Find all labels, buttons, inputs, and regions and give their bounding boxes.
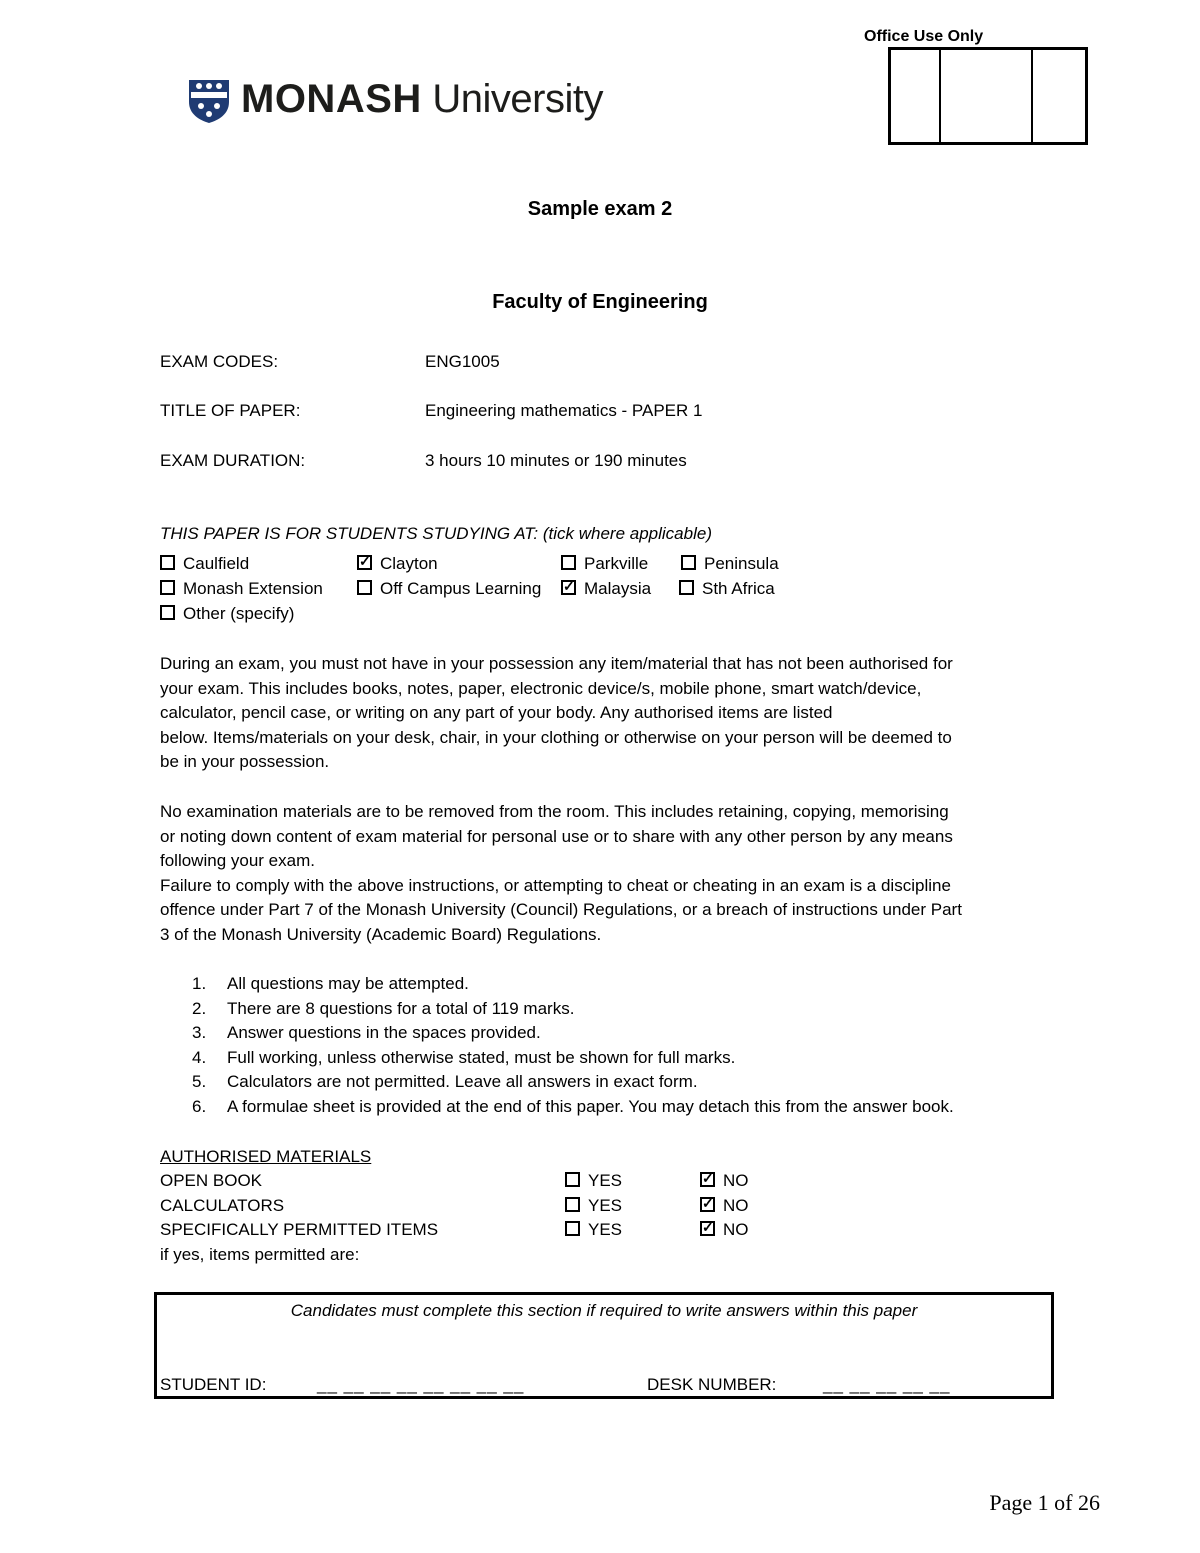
checkbox-icon[interactable] <box>160 580 175 595</box>
checkbox-checked-icon[interactable] <box>700 1221 715 1236</box>
open-book-no-option[interactable] <box>700 1171 749 1191</box>
exam-duration-label: EXAM DURATION: <box>160 451 306 470</box>
open-book-yes-option[interactable] <box>565 1171 622 1191</box>
list-text: A formulae sheet is provided at the end of this paper. You may detach this from the answer book. <box>227 1096 954 1116</box>
paragraph-line: be in your possession. <box>160 752 330 771</box>
campus-option-clayton[interactable] <box>357 554 438 574</box>
paragraph-line: No examination materials are to be removed from the room. This includes retaining, copying, memorising <box>160 802 949 821</box>
option-label: YES <box>588 1220 623 1239</box>
calculators-no-option[interactable] <box>700 1196 749 1216</box>
checkbox-icon[interactable] <box>561 555 576 570</box>
faculty-title: Faculty of Engineering <box>492 291 708 313</box>
logo-wordmark <box>241 76 603 122</box>
checkbox-icon[interactable] <box>681 555 696 570</box>
list-text: Answer questions in the spaces provided. <box>227 1023 541 1043</box>
option-label: YES <box>588 1196 623 1215</box>
checkbox-icon[interactable] <box>160 605 175 620</box>
campus-option-label: Caulfield <box>183 554 250 573</box>
authorised-materials-heading: AUTHORISED MATERIALS <box>160 1147 372 1166</box>
campus-option-caulfield[interactable] <box>160 554 249 574</box>
campus-option-peninsula[interactable] <box>681 554 779 574</box>
list-text: Calculators are not permitted. Leave all answers in exact form. <box>227 1072 698 1092</box>
candidate-box-heading: Candidates must complete this section if required to write answers within this paper <box>290 1301 918 1320</box>
title-of-paper-value: Engineering mathematics - PAPER 1 <box>425 401 703 420</box>
paragraph-line: following your exam. <box>160 851 315 870</box>
sample-exam-title: Sample exam 2 <box>527 198 673 220</box>
checkbox-checked-icon[interactable] <box>561 580 576 595</box>
checkbox-icon[interactable] <box>565 1172 580 1187</box>
checkbox-icon[interactable] <box>357 580 372 595</box>
paragraph-line: 3 of the Monash University (Academic Board) Regulations. <box>160 924 602 944</box>
checkbox-icon[interactable] <box>565 1221 580 1236</box>
open-book-label: OPEN BOOK <box>160 1171 263 1190</box>
permitted-items-no-option[interactable] <box>700 1220 749 1240</box>
campus-option-label: Peninsula <box>704 554 779 573</box>
campus-option-monash-extension[interactable] <box>160 579 323 599</box>
checkbox-checked-icon[interactable] <box>700 1172 715 1187</box>
campus-option-sth-africa[interactable] <box>679 579 775 599</box>
permitted-items-label: SPECIFICALLY PERMITTED ITEMS <box>160 1220 439 1239</box>
checkbox-checked-icon[interactable] <box>700 1197 715 1212</box>
title-of-paper-label: TITLE OF PAPER: <box>160 401 301 420</box>
calculators-yes-option[interactable] <box>565 1196 622 1216</box>
desk-number-field[interactable]: __ __ __ __ __ <box>823 1375 951 1394</box>
checkbox-checked-icon[interactable] <box>357 555 372 570</box>
campus-option-label: Malaysia <box>584 579 652 598</box>
items-permitted-note: if yes, items permitted are: <box>160 1245 360 1264</box>
list-item <box>192 974 954 999</box>
exam-codes-value: ENG1005 <box>425 352 500 371</box>
paragraph-line: Failure to comply with the above instructions, or attempting to cheat or cheating in an exam is a discipline <box>160 875 951 895</box>
campus-option-label: Clayton <box>380 554 438 573</box>
list-text: There are 8 questions for a total of 119 marks. <box>227 998 575 1018</box>
campus-option-label: Monash Extension <box>183 579 323 598</box>
desk-number-label: DESK NUMBER: <box>647 1375 777 1394</box>
option-label: NO <box>723 1196 749 1215</box>
checkbox-icon[interactable] <box>160 555 175 570</box>
list-number: 3. <box>192 1023 207 1043</box>
list-item <box>192 999 954 1024</box>
campus-option-label: Other (specify) <box>183 604 295 623</box>
office-use-divider <box>939 50 941 142</box>
campus-option-other[interactable] <box>160 604 294 624</box>
list-number: 1. <box>192 974 207 993</box>
list-number: 5. <box>192 1072 207 1092</box>
checkbox-icon[interactable] <box>679 580 694 595</box>
office-use-divider <box>1031 50 1033 142</box>
candidate-details-box <box>154 1292 1054 1399</box>
materials-rules-paragraph <box>160 800 1060 947</box>
paragraph-line: During an exam, you must not have in your possession any item/material that has not been authorised for <box>160 654 953 673</box>
campus-option-label: Parkville <box>584 554 649 573</box>
office-use-box <box>888 47 1088 145</box>
list-item <box>192 1048 954 1073</box>
list-text: Full working, unless otherwise stated, must be shown for full marks. <box>227 1047 736 1067</box>
list-item <box>192 1072 954 1097</box>
list-item <box>192 1097 954 1122</box>
list-item <box>192 1023 954 1048</box>
instructions-list <box>192 974 954 1122</box>
option-label: YES <box>588 1171 623 1190</box>
student-id-field[interactable]: __ __ __ __ __ __ __ __ <box>317 1375 525 1394</box>
page-number: Page 1 of 26 <box>989 1490 1100 1515</box>
calculators-label: CALCULATORS <box>160 1196 285 1215</box>
campus-option-label: Sth Africa <box>702 579 775 598</box>
checkbox-icon[interactable] <box>565 1197 580 1212</box>
office-use-label: Office Use Only <box>864 28 984 45</box>
paragraph-line: your exam. This includes books, notes, paper, electronic device/s, mobile phone, smart watch/device, <box>160 678 922 698</box>
exam-duration-value: 3 hours 10 minutes or 190 minutes <box>425 451 687 470</box>
possession-rules-paragraph <box>160 652 1060 775</box>
option-label: NO <box>723 1220 749 1239</box>
exam-codes-label: EXAM CODES: <box>160 352 279 371</box>
list-number: 4. <box>192 1047 207 1067</box>
campus-option-parkville[interactable] <box>561 554 648 574</box>
option-label: NO <box>723 1171 749 1190</box>
student-id-label: STUDENT ID: <box>160 1375 267 1394</box>
paragraph-line: below. Items/materials on your desk, chair, in your clothing or otherwise on your person will be deemed to <box>160 727 952 747</box>
logo-university-text: University <box>421 77 603 121</box>
paragraph-line: offence under Part 7 of the Monash University (Council) Regulations, or a breach of instructions under Part <box>160 900 962 919</box>
paragraph-line: or noting down content of exam material for personal use or to share with any other person by any means <box>160 826 953 846</box>
list-text: All questions may be attempted. <box>227 974 469 993</box>
list-number: 6. <box>192 1096 207 1116</box>
permitted-items-yes-option[interactable] <box>565 1220 622 1240</box>
logo-monash-text: MONASH <box>241 77 422 121</box>
campus-option-label: Off Campus Learning <box>380 579 542 598</box>
crest-icon <box>185 78 233 124</box>
list-number: 2. <box>192 998 207 1018</box>
campus-option-malaysia[interactable] <box>561 579 651 599</box>
paragraph-line: calculator, pencil case, or writing on any part of your body. Any authorised items are listed <box>160 703 833 722</box>
campus-option-off-campus[interactable] <box>357 579 541 599</box>
campus-heading: THIS PAPER IS FOR STUDENTS STUDYING AT: (tick where applicable) <box>160 524 712 543</box>
